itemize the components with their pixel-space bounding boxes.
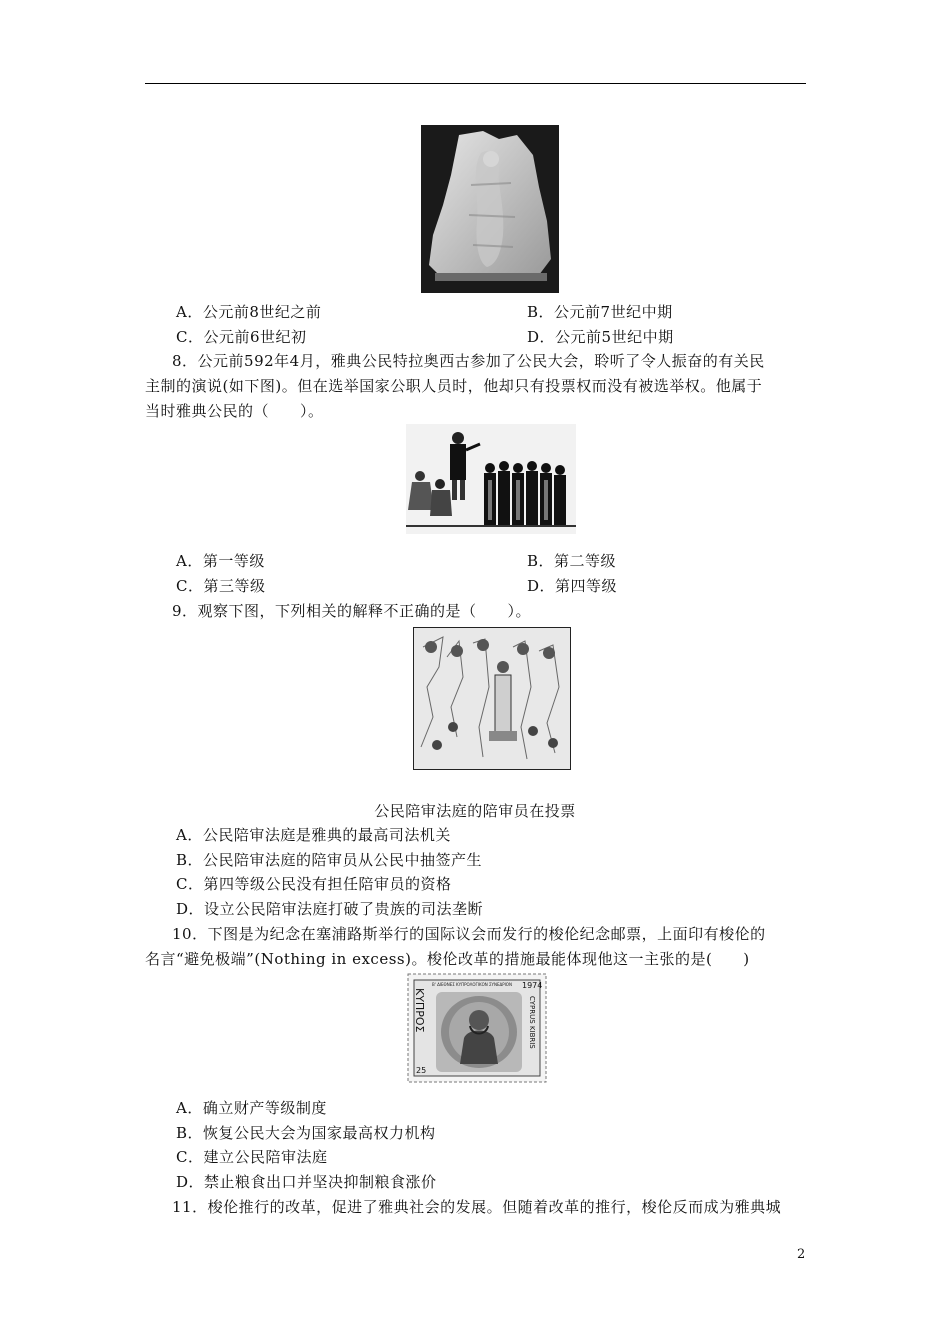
- q7-option-a: A．公元前8世纪之前: [176, 303, 322, 321]
- q10-stem-line-1: 10．下图是为纪念在塞浦路斯举行的国际议会而发行的梭伦纪念邮票，上面印有梭伦的: [172, 925, 766, 943]
- q10-option-c: C．建立公民陪审法庭: [176, 1148, 328, 1166]
- assembly-speech-image: [406, 424, 576, 534]
- q8-stem-line-2: 主制的演说(如下图)。但在选举国家公职人员时，他却只有投票权而没有被选举权。他属于: [145, 377, 763, 395]
- q8-option-c: C．第三等级: [176, 577, 266, 595]
- jury-voting-image: [413, 627, 571, 770]
- stone-relief-figure: [421, 125, 559, 293]
- stamp-country-greek: ΚΥΠΡΟΣ: [413, 988, 426, 1033]
- q7-option-b: B．公元前7世纪中期: [527, 303, 673, 321]
- q8-option-a: A．第一等级: [176, 552, 265, 570]
- jury-voting-figure: [413, 627, 571, 770]
- q9-figure-caption: 公民陪审法庭的陪审员在投票: [374, 802, 576, 820]
- q9-option-d: D．设立公民陪审法庭打破了贵族的司法垄断: [176, 900, 484, 918]
- q9-option-a: A．公民陪审法庭是雅典的最高司法机关: [176, 826, 451, 844]
- header-rule: [145, 83, 806, 84]
- q9-option-b: B．公民陪审法庭的陪审员从公民中抽签产生: [176, 851, 483, 869]
- stamp-value: 25: [416, 1066, 427, 1075]
- q10-option-a: A．确立财产等级制度: [176, 1099, 327, 1117]
- q8-stem-line-1: 8．公元前592年4月，雅典公民特拉奥西古参加了公民大会，聆听了令人振奋的有关民: [172, 352, 765, 370]
- stamp-header-text: Β' ΔΙΕΘΝΕΣ ΚΥΠΡΟΛΟΓΙΚΟΝ ΣΥΝΕΔΡΙΟΝ: [432, 982, 512, 987]
- q7-option-d: D．公元前5世纪中期: [527, 328, 674, 346]
- solon-stamp-figure: [406, 972, 548, 1084]
- q8-stem-line-3: 当时雅典公民的（ ）。: [145, 402, 324, 420]
- q8-option-d: D．第四等级: [527, 577, 618, 595]
- q10-option-d: D．禁止粮食出口并坚决抑制粮食涨价: [176, 1173, 437, 1191]
- q9-option-c: C．第四等级公民没有担任陪审员的资格: [176, 875, 452, 893]
- q10-stem-line-2: 名言“避免极端”(Nothing in excess)。梭伦改革的措施最能体现他这一主张的是( ): [145, 950, 750, 968]
- q7-option-c: C．公元前6世纪初: [176, 328, 307, 346]
- q10-option-b: B．恢复公民大会为国家最高权力机构: [176, 1124, 436, 1142]
- stamp-year: 1974: [522, 981, 543, 990]
- assembly-speech-figure: [406, 424, 576, 534]
- page-number: 2: [797, 1247, 806, 1262]
- q9-stem: 9．观察下图，下列相关的解释不正确的是（ ）。: [172, 602, 532, 620]
- stone-relief-image: [421, 125, 559, 293]
- q8-option-b: B．第二等级: [527, 552, 617, 570]
- stamp-country-latin: CYPRUS KIBRIS: [528, 996, 536, 1049]
- q11-stem: 11．梭伦推行的改革，促进了雅典社会的发展。但随着改革的推行，梭伦反而成为雅典城: [172, 1198, 782, 1216]
